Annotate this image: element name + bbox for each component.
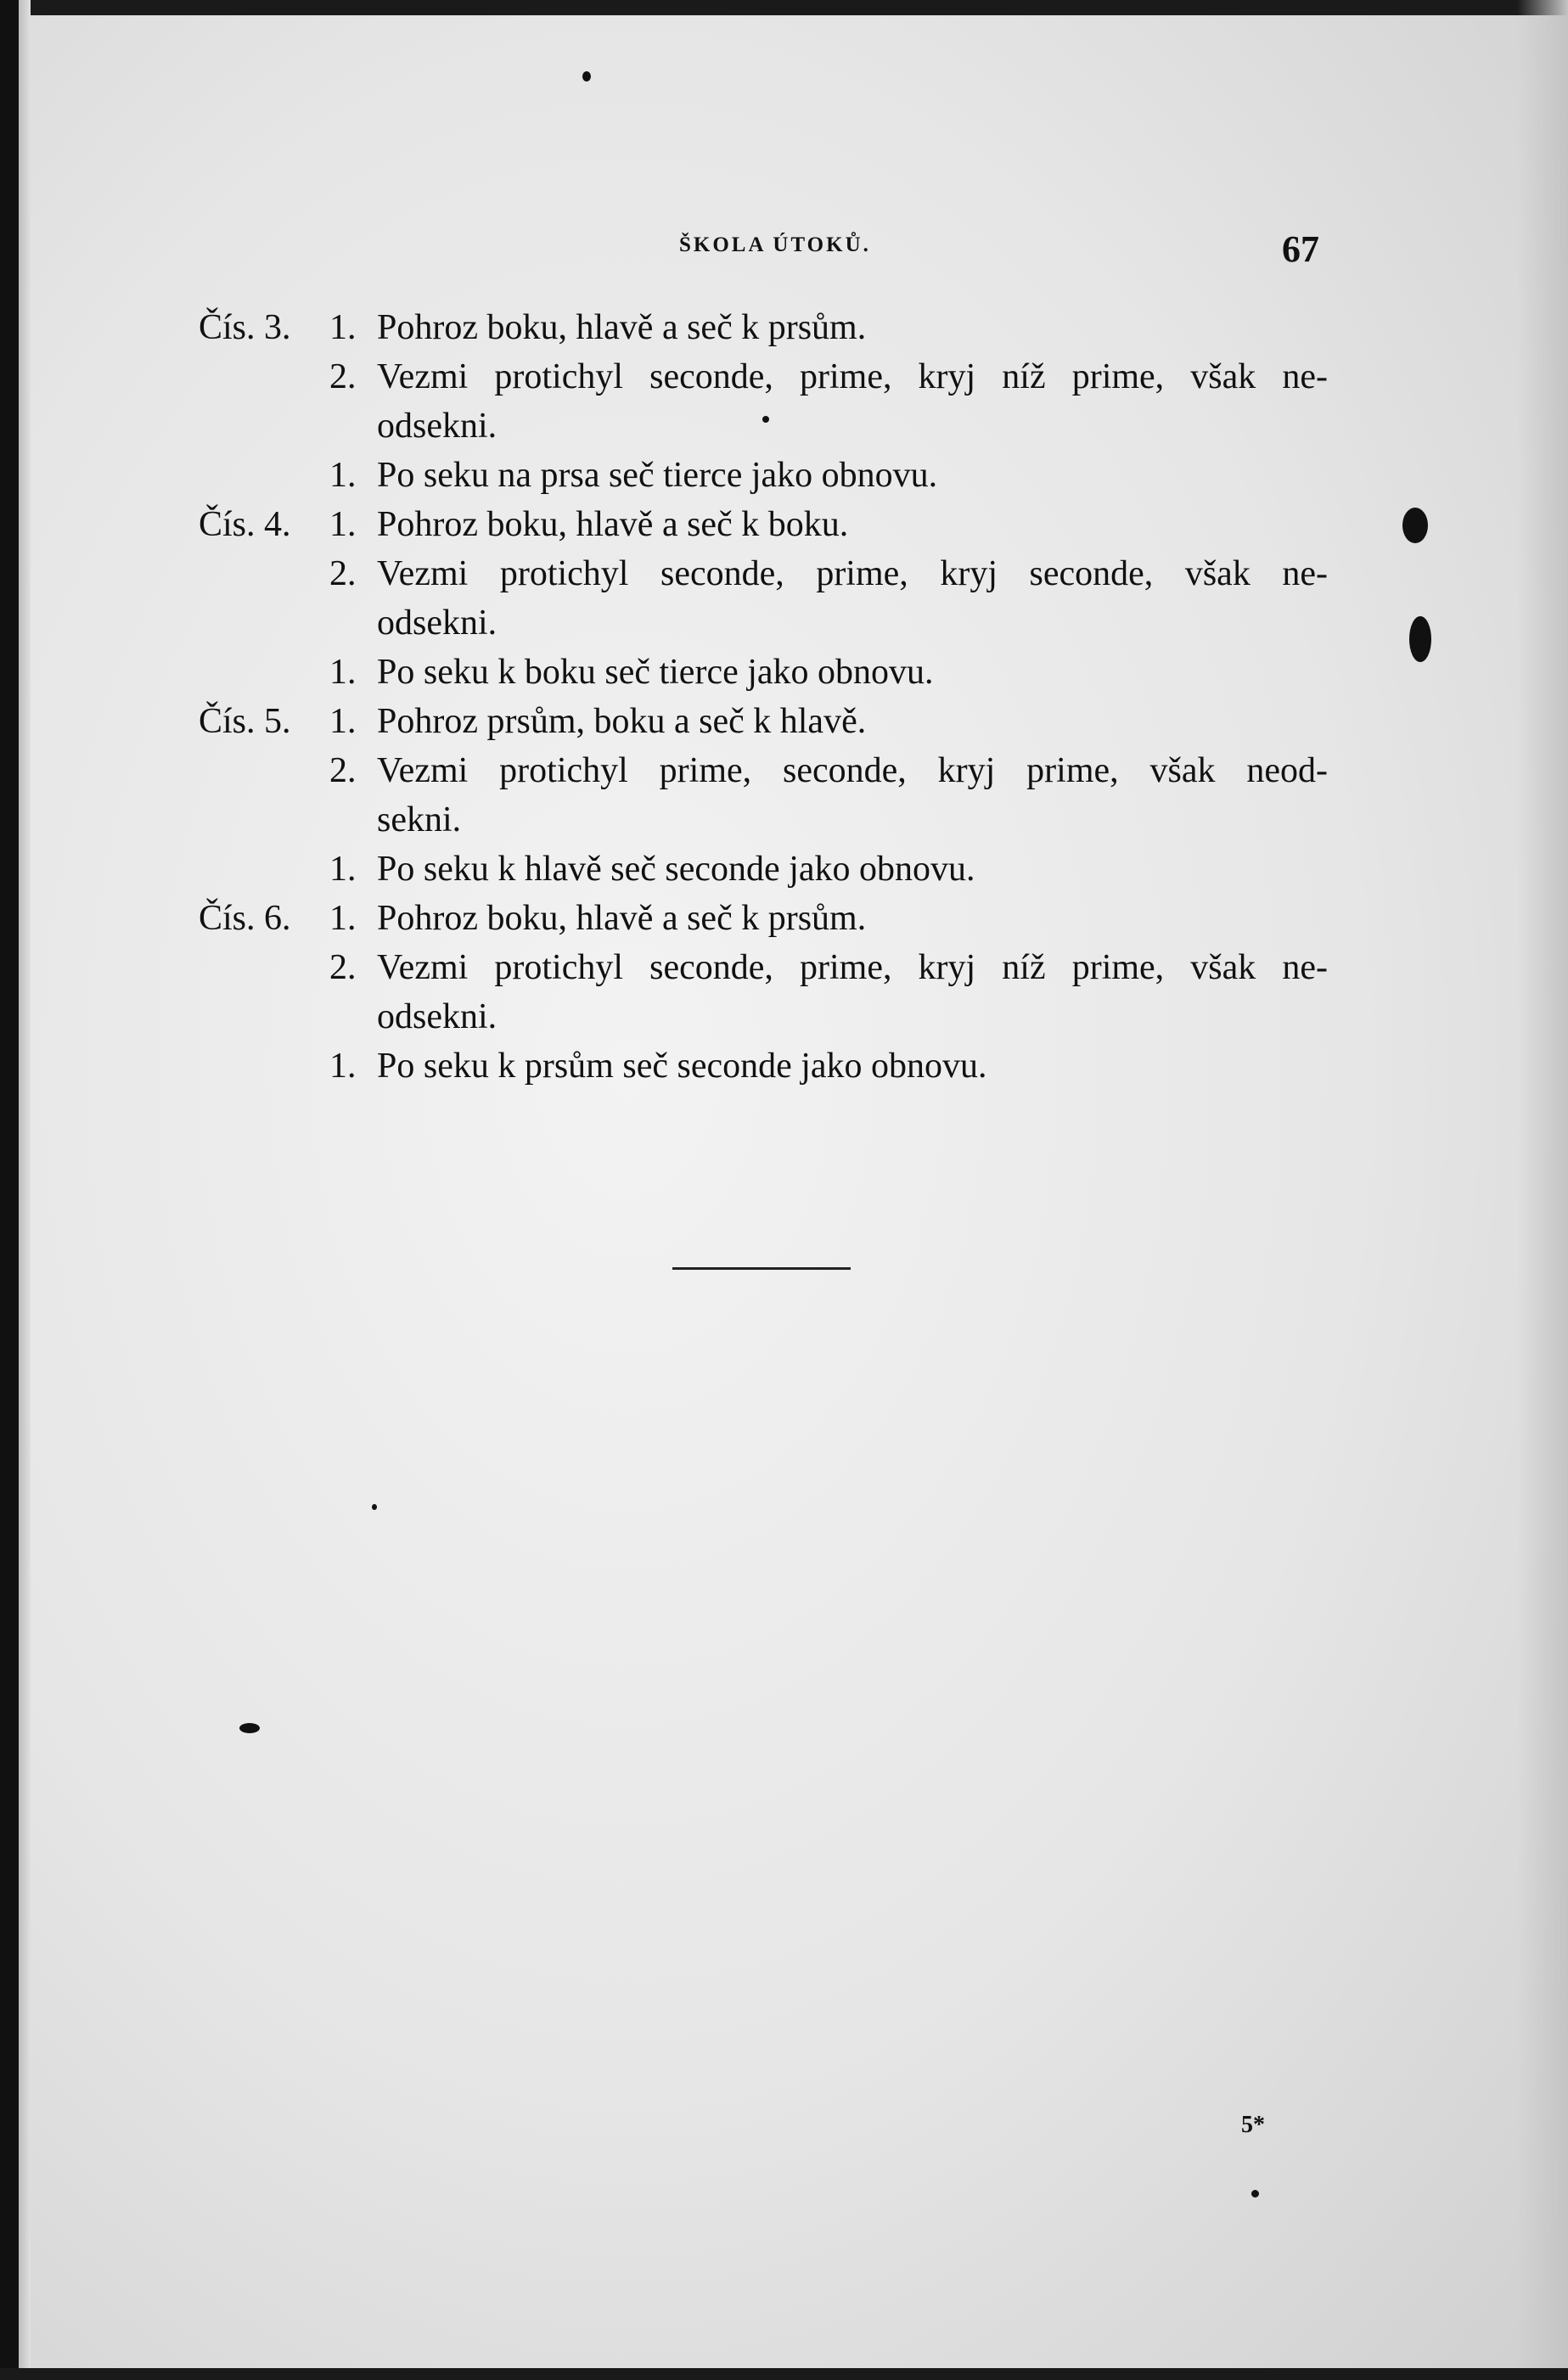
ink-spot [582, 71, 591, 81]
ink-spot [1251, 2190, 1259, 2198]
step-text: Po seku k hlavě seč seconde jako obnovu. [377, 850, 975, 889]
ink-spot [372, 1504, 377, 1510]
step-text-continuation: odsekni. [377, 997, 497, 1036]
scan-left-edge [0, 0, 19, 2380]
step-number: 1. [329, 702, 357, 741]
step-number: 1. [329, 850, 357, 889]
scan-top-edge [0, 0, 1568, 15]
scan-right-shadow [1517, 0, 1568, 2380]
step-number: 2. [329, 554, 357, 593]
ink-spot [762, 416, 769, 423]
step-text: Po seku k boku seč tierce jako obnovu. [377, 653, 934, 692]
ink-spot [239, 1723, 260, 1733]
step-number: 1. [329, 505, 357, 544]
step-text: Pohroz boku, hlavě a seč k prsům. [377, 308, 867, 347]
step-text: Po seku k prsům seč seconde jako obnovu. [377, 1047, 987, 1086]
step-number: 2. [329, 751, 357, 790]
step-number: 2. [329, 948, 357, 987]
step-text: Pohroz boku, hlavě a seč k boku. [377, 505, 849, 544]
step-number: 1. [329, 1047, 357, 1086]
step-text-continuation: odsekni. [377, 603, 497, 643]
section-end-rule [672, 1267, 851, 1270]
step-number: 1. [329, 653, 357, 692]
step-text: Vezmi protichyl seconde, prime, kryj níž prime, však ne- [377, 357, 1328, 396]
step-number: 2. [329, 357, 357, 396]
step-number: 1. [329, 456, 357, 495]
entry-label: Čís. 5. [199, 702, 291, 741]
step-text: Vezmi protichyl seconde, prime, kryj níž prime, však ne- [377, 948, 1328, 987]
ink-spot [1402, 508, 1428, 543]
ink-spot [1409, 616, 1431, 662]
step-text: Vezmi protichyl seconde, prime, kryj seconde, však ne- [377, 554, 1328, 593]
scan-bottom-edge [0, 2368, 1568, 2380]
entry-label: Čís. 3. [199, 308, 291, 347]
step-text-continuation: sekni. [377, 800, 462, 839]
step-text: Po seku na prsa seč tierce jako obnovu. [377, 456, 938, 495]
entry-label: Čís. 4. [199, 505, 291, 544]
entry-label: Čís. 6. [199, 899, 291, 938]
step-number: 1. [329, 308, 357, 347]
step-number: 1. [329, 899, 357, 938]
page-number: 67 [1282, 228, 1319, 270]
step-text-continuation: odsekni. [377, 407, 497, 446]
step-text: Pohroz boku, hlavě a seč k prsům. [377, 899, 867, 938]
scan-gutter [19, 0, 31, 2380]
step-text: Vezmi protichyl prime, seconde, kryj prime, však neod- [377, 751, 1328, 790]
running-head: ŠKOLA ÚTOKŮ. [679, 233, 871, 256]
signature-mark: 5* [1241, 2112, 1265, 2138]
step-text: Pohroz prsům, boku a seč k hlavě. [377, 702, 867, 741]
